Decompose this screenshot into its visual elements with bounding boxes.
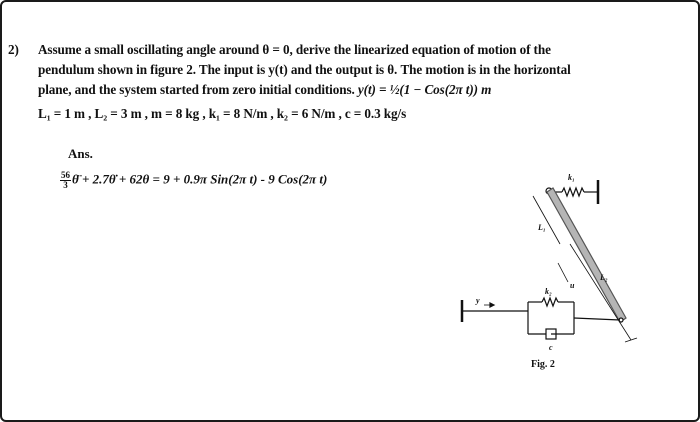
y-label: y xyxy=(476,296,480,305)
problem-number: 2) xyxy=(8,42,19,57)
L2-dimension xyxy=(570,244,631,340)
u-line xyxy=(558,263,568,282)
L2-label: L₂ xyxy=(600,273,608,282)
problem-statement xyxy=(8,40,668,124)
k1-spring xyxy=(562,188,584,196)
figure-caption: Fig. 2 xyxy=(531,359,555,370)
fraction-numerator: 56 xyxy=(61,170,70,180)
problem-line-1: Assume a small oscillating angle around θ = 0, derive the linearized equation of motion of the xyxy=(38,42,551,57)
k1-label: k₁ xyxy=(568,173,575,182)
fraction-denominator: 3 xyxy=(63,180,68,190)
k2-label: k₂ xyxy=(545,287,552,296)
answer-equation xyxy=(60,171,327,190)
u-label: u xyxy=(570,281,575,290)
y-arrowhead xyxy=(490,303,494,307)
k2-spring xyxy=(542,298,558,306)
pendulum-figure xyxy=(450,172,650,367)
problem-line-2: pendulum shown in figure 2. The input is y(t) and the output is θ. The motion is in the horizontal xyxy=(38,62,571,77)
problem-line-3 xyxy=(38,80,668,100)
L2-tick xyxy=(625,338,637,342)
c-label: c xyxy=(549,343,553,352)
L1-label: L₁ xyxy=(538,223,546,232)
link-to-bar xyxy=(574,318,620,320)
problem-parameters: L₁ = 1 m , L₂ = 3 m , m = 8 kg , k₁ = 8 N/m , k₂ = 6 N/m , c = 0.3 kg/s xyxy=(38,106,407,121)
answer-fraction xyxy=(60,171,71,190)
answer-expression: θ̈ + 2.7θ̇ + 62θ = 9 + 0.9π Sin(2π t) - 9 Cos(2π t) xyxy=(72,171,328,187)
answer-label: Ans. xyxy=(68,146,93,161)
input-function: y(t) = ½(1 − Cos(2π t)) m xyxy=(357,82,492,97)
problem-line-3-text: plane, and the system started from zero initial conditions. xyxy=(38,82,355,97)
